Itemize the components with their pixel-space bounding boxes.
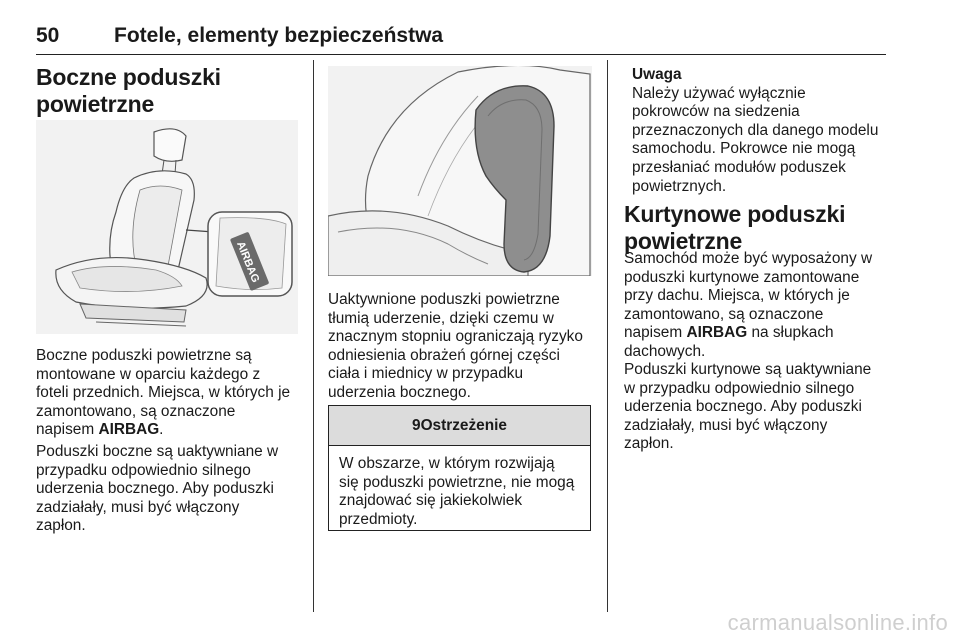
text-line: uderzenia bocznego. Aby poduszki	[624, 398, 862, 416]
chapter-title: Fotele, elementy bezpieczeństwa	[114, 24, 444, 47]
text-line: przypadku odpowiednio silnego	[36, 461, 251, 479]
section-heading-side-airbags	[36, 64, 298, 118]
text-line: się poduszki powietrzne, nie mogą	[339, 473, 575, 491]
text-line: samochodu. Pokrowce nie mogą	[632, 140, 856, 158]
heading-line: Kurtynowe poduszki	[624, 201, 846, 227]
text-line: napisem	[624, 324, 687, 342]
text-line: przesłaniać modułów poduszek	[632, 158, 846, 176]
heading-line: powietrzne	[36, 91, 155, 117]
airbag-keyword: AIRBAG	[686, 324, 748, 342]
paragraph-curtain-airbags-location	[624, 250, 890, 362]
text-line: uderzenia bocznego. Aby poduszki	[36, 480, 274, 498]
text-line: odniesienia obrażeń górnej części	[328, 346, 560, 364]
column-divider	[607, 60, 608, 612]
paragraph-curtain-airbags-activation	[624, 361, 890, 454]
text-line: foteli przednich. Miejsca, w których je	[36, 384, 291, 402]
text-line: zadziałały, musi być włączony	[36, 498, 240, 516]
text-line: na słupkach	[747, 324, 834, 342]
text-line: Boczne poduszki powietrzne są	[36, 347, 252, 364]
text-line: znacznym stopniu ograniczają ryzyko	[328, 328, 583, 346]
seat-airbag-illustration	[36, 120, 298, 334]
deployed-airbag-illustration	[328, 66, 592, 276]
text-line: ciała i miednicy w przypadku	[328, 365, 524, 383]
text-line: zapłon.	[36, 517, 86, 535]
text-line: przeznaczonych dla danego modelu	[632, 121, 879, 139]
text-line: znajdować się jakiekolwiek	[339, 492, 523, 510]
text-line: tłumią uderzenie, dzięki czemu w	[328, 309, 554, 327]
text-line: Poduszki kurtynowe są uaktywniane	[624, 361, 872, 378]
text-line: Samochód może być wyposażony w	[624, 250, 873, 267]
note-title: Uwaga	[632, 66, 682, 83]
text-line: powietrznych.	[632, 177, 727, 195]
airbag-keyword: AIRBAG	[98, 421, 160, 439]
warning-header	[329, 406, 590, 446]
text-line: pokrowców na siedzenia	[632, 103, 800, 121]
text-line: dachowych.	[624, 342, 706, 360]
section-heading-curtain-airbags	[624, 201, 890, 255]
text-line: przy dachu. Miejsca, w których je	[624, 287, 850, 305]
page-header	[36, 22, 886, 55]
heading-line: powietrzne	[624, 228, 743, 254]
text-line: zadziałały, musi być włączony	[624, 416, 828, 434]
text-line: .	[159, 421, 164, 439]
warning-icon: 9	[412, 417, 421, 434]
text-line: zamontowano, są oznaczone	[36, 402, 236, 420]
heading-line: Boczne poduszki	[36, 64, 221, 90]
text-line: przedmioty.	[339, 510, 418, 528]
text-line: zamontowano, są oznaczone	[624, 305, 824, 323]
text-line: Uaktywnione poduszki powietrzne	[328, 291, 560, 308]
warning-title: Ostrzeżenie	[420, 417, 507, 434]
airbag-label: AIRBAG	[234, 239, 262, 285]
text-line: montowane w oparciu każdego z	[36, 365, 261, 383]
paragraph-airbag-effect	[328, 291, 592, 403]
text-line: Należy używać wyłącznie	[632, 84, 806, 102]
text-line: zapłon.	[624, 435, 674, 453]
watermark: carmanualsonline.info	[727, 610, 948, 635]
column-divider	[313, 60, 314, 612]
text-line: W obszarze, w którym rozwijają	[339, 455, 555, 472]
page-number: 50	[36, 24, 60, 47]
paragraph-side-airbags-location	[36, 347, 298, 440]
warning-box	[328, 405, 591, 531]
text-line: Poduszki boczne są uaktywniane w	[36, 443, 279, 460]
paragraph-side-airbags-activation	[36, 443, 298, 536]
text-line: uderzenia bocznego.	[328, 383, 471, 401]
text-line: napisem	[36, 421, 99, 439]
text-line: w przypadku odpowiednio silnego	[624, 379, 855, 397]
note-block	[632, 66, 898, 196]
text-line: poduszki kurtynowe zamontowane	[624, 268, 860, 286]
